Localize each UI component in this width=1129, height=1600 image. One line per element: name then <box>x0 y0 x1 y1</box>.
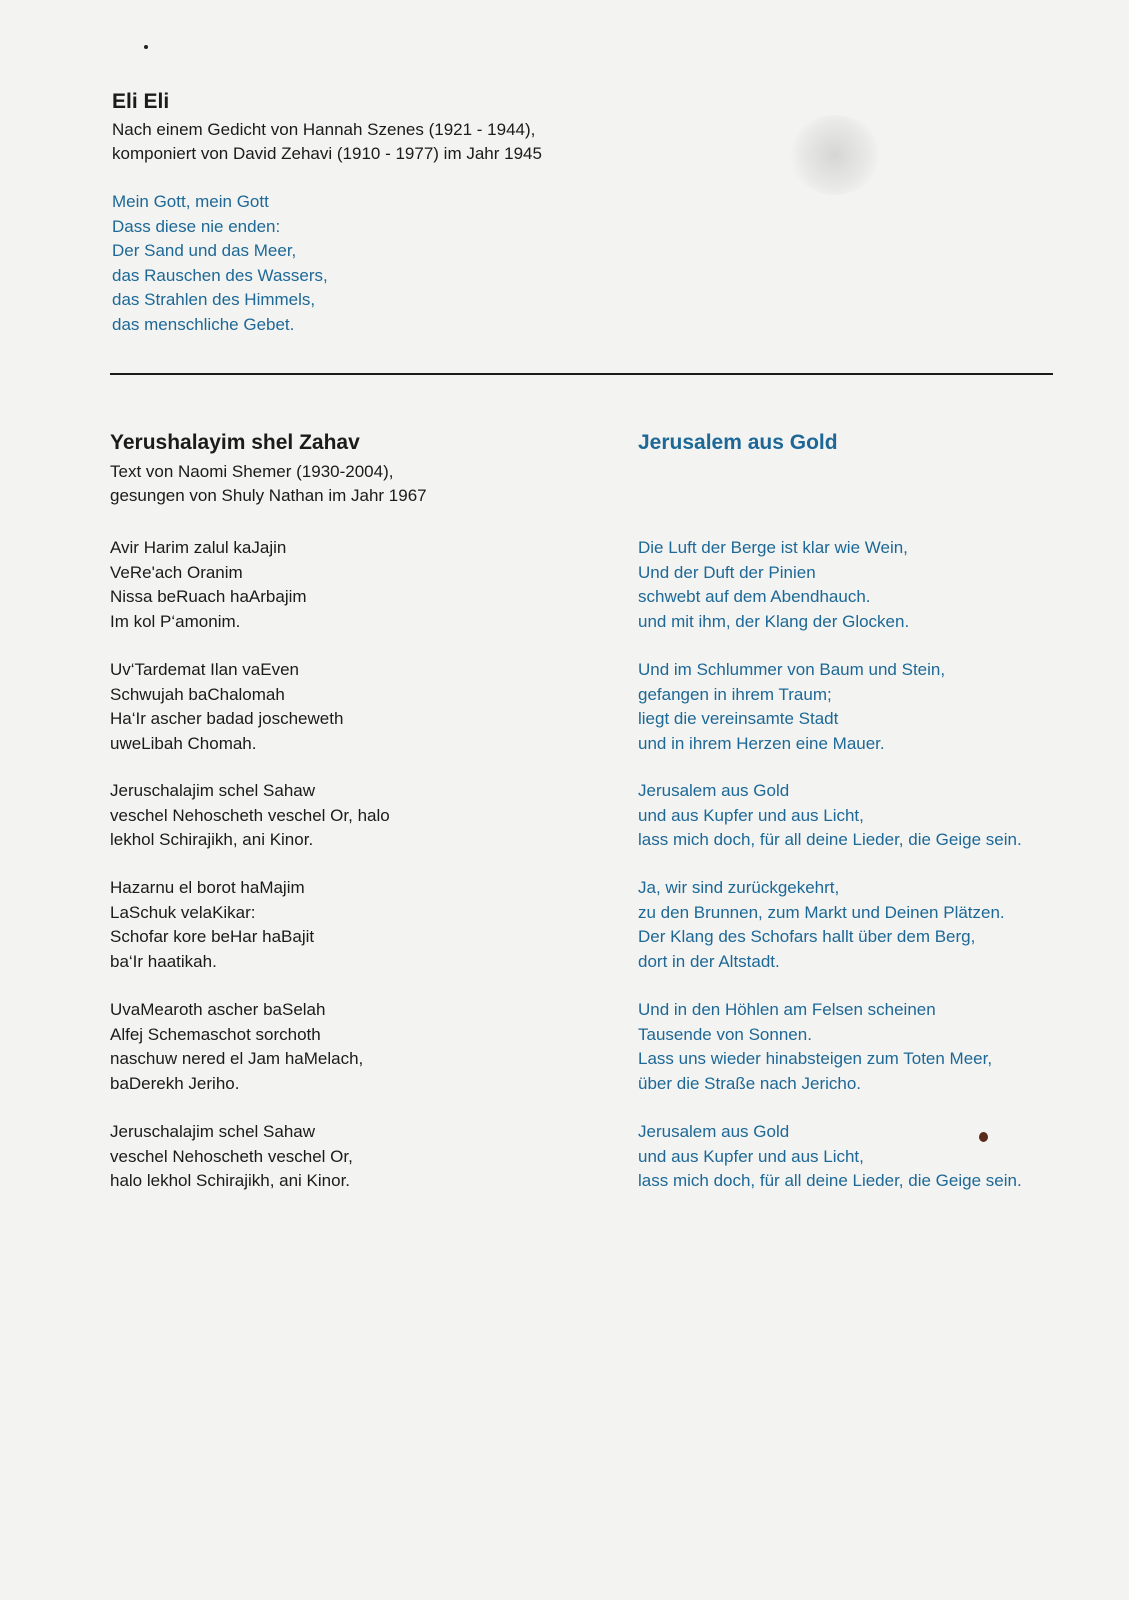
lyric-line: Hazarnu el borot haMajim <box>110 878 305 897</box>
credit-line: Text von Naomi Shemer (1930-2004), <box>110 462 394 481</box>
lyric-line: lass mich doch, für all deine Lieder, die Geige sein. <box>638 830 1022 849</box>
jerusalem-aus-gold-title: Jerusalem aus Gold <box>638 431 838 454</box>
lyric-line: lekhol Schirajikh, ani Kinor. <box>110 830 314 849</box>
german-stanza-6 <box>638 1120 1022 1194</box>
hebrew-stanza-5 <box>110 998 363 1096</box>
lyric-line: Der Sand und das Meer, <box>112 241 297 260</box>
german-stanza-5 <box>638 998 992 1096</box>
lyric-line: das Rauschen des Wassers, <box>112 265 328 285</box>
hebrew-stanza-3 <box>110 779 390 853</box>
lyric-line: Jeruschalajim schel Sahaw <box>110 781 316 800</box>
lyric-line: veschel Nehoscheth veschel Or, halo <box>110 805 390 825</box>
lyric-line: halo lekhol Schirajikh, ani Kinor. <box>110 1171 351 1190</box>
lyric-line: das menschliche Gebet. <box>112 314 295 334</box>
yerushalayim-title: Yerushalayim shel Zahav <box>110 431 360 454</box>
lyric-line: schwebt auf dem Abendhauch. <box>638 587 871 606</box>
lyric-line: das Strahlen des Himmels, <box>112 290 316 309</box>
hebrew-stanza-6 <box>110 1120 353 1194</box>
lyric-line: lass mich doch, für all deine Lieder, die Geige sein. <box>638 1171 1022 1190</box>
lyric-line: baDerekh Jeriho. <box>110 1073 240 1093</box>
lyric-line: Der Klang des Schofars hallt über dem Berg, <box>638 927 976 946</box>
credit-line: Nach einem Gedicht von Hannah Szenes (1921 - 1944), <box>112 120 536 139</box>
lyric-line: Und der Duft der Pinien <box>638 562 816 582</box>
eli-eli-lyrics <box>112 190 328 337</box>
yerushalayim-credit <box>110 460 427 508</box>
ink-speck <box>144 45 148 49</box>
lyric-line: Schofar kore beHar haBajit <box>110 927 315 946</box>
lyric-line: Jeruschalajim schel Sahaw <box>110 1122 316 1141</box>
lyric-line: und aus Kupfer und aus Licht, <box>638 1146 864 1166</box>
lyric-line: ba‘Ir haatikah. <box>110 951 217 971</box>
lyric-line: dort in der Altstadt. <box>638 951 780 971</box>
lyric-line: Die Luft der Berge ist klar wie Wein, <box>638 538 908 557</box>
hebrew-stanza-4 <box>110 876 314 974</box>
german-stanza-3 <box>638 779 1022 853</box>
german-stanza-2 <box>638 658 945 756</box>
lyric-line: Jerusalem aus Gold <box>638 781 790 800</box>
eli-eli-credit <box>112 118 542 166</box>
lyric-line: Tausende von Sonnen. <box>638 1024 812 1044</box>
credit-line: komponiert von David Zehavi (1910 - 1977) im Jahr 1945 <box>112 144 542 163</box>
lyric-line: Alfej Schemaschot sorchoth <box>110 1024 321 1044</box>
lyric-line: Und im Schlummer von Baum und Stein, <box>638 660 946 679</box>
lyric-line: Dass diese nie enden: <box>112 216 281 236</box>
lyric-line: gefangen in ihrem Traum; <box>638 684 832 704</box>
lyric-line: Und in den Höhlen am Felsen scheinen <box>638 1000 936 1019</box>
lyric-line: Uv‘Tardemat Ilan vaEven <box>110 660 299 679</box>
paper-smudge <box>790 115 880 195</box>
lyric-line: naschuw nered el Jam haMelach, <box>110 1049 364 1068</box>
german-stanza-4 <box>638 876 1005 974</box>
hebrew-stanza-1 <box>110 536 307 634</box>
lyric-line: und aus Kupfer und aus Licht, <box>638 805 864 825</box>
lyric-line: Jerusalem aus Gold <box>638 1122 790 1141</box>
lyric-line: Schwujah baChalomah <box>110 684 285 704</box>
eli-eli-title: Eli Eli <box>112 90 170 113</box>
lyric-line: Lass uns wieder hinabsteigen zum Toten Meer, <box>638 1049 993 1068</box>
lyric-line: und mit ihm, der Klang der Glocken. <box>638 611 910 631</box>
lyric-line: über die Straße nach Jericho. <box>638 1073 862 1093</box>
credit-line: gesungen von Shuly Nathan im Jahr 1967 <box>110 486 427 505</box>
lyric-line: uweLibah Chomah. <box>110 733 257 753</box>
hebrew-stanza-2 <box>110 658 343 756</box>
lyric-line: Nissa beRuach haArbajim <box>110 587 307 606</box>
lyric-line: veschel Nehoscheth veschel Or, <box>110 1146 353 1166</box>
lyric-line: LaSchuk velaKikar: <box>110 902 256 922</box>
lyric-line: zu den Brunnen, zum Markt und Deinen Plätzen. <box>638 902 1005 922</box>
german-stanza-1 <box>638 536 909 634</box>
lyric-line: Im kol P‘amonim. <box>110 611 241 631</box>
lyric-line: liegt die vereinsamte Stadt <box>638 709 839 728</box>
lyric-line: Mein Gott, mein Gott <box>112 192 269 211</box>
lyric-line: UvaMearoth ascher baSelah <box>110 1000 326 1019</box>
lyric-line: Ha‘Ir ascher badad joscheweth <box>110 709 344 728</box>
lyric-line: und in ihrem Herzen eine Mauer. <box>638 733 885 753</box>
section-divider <box>110 373 1053 375</box>
lyric-line: Avir Harim zalul kaJajin <box>110 538 287 557</box>
lyric-line: Ja, wir sind zurückgekehrt, <box>638 878 840 897</box>
lyric-line: VeRe'ach Oranim <box>110 562 243 582</box>
